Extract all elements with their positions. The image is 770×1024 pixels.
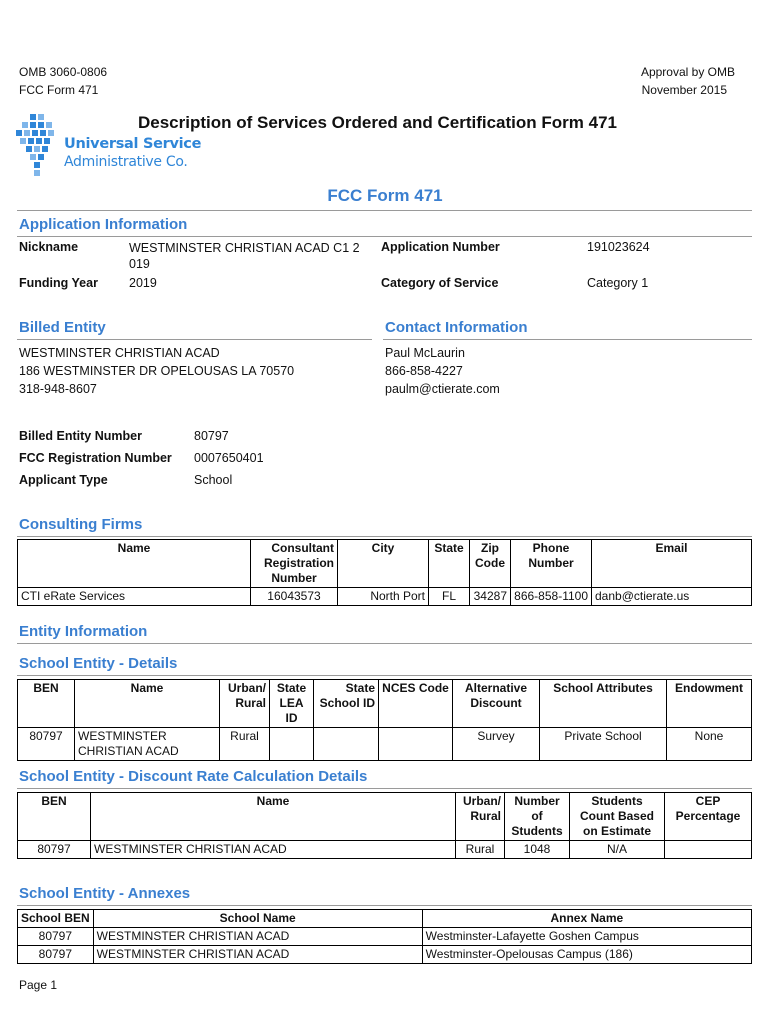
form-number: FCC Form 471 (19, 83, 99, 97)
col-school-attributes: School Attributes (540, 680, 667, 728)
divider (17, 905, 752, 906)
col-urban-rural: Urban/ Rural (220, 680, 270, 728)
annex-name: Westminster-Lafayette Goshen Campus (422, 928, 751, 946)
discount-students: 1048 (505, 841, 570, 859)
col-ben: BEN (18, 680, 75, 728)
col-alt-discount: Alternative Discount (453, 680, 540, 728)
school-ben: 80797 (18, 728, 75, 761)
school-details-heading: School Entity - Details (19, 655, 178, 672)
table-row (18, 946, 752, 964)
col-zip: Zip Code (470, 540, 511, 588)
application-number-value: 191023624 (587, 240, 650, 254)
discount-ben: 80797 (18, 841, 91, 859)
nickname-label: Nickname (19, 240, 79, 254)
col-urban-rural: Urban/ Rural (456, 793, 505, 841)
table-header-row (18, 540, 752, 588)
divider (17, 675, 752, 676)
col-name: Name (18, 540, 251, 588)
consultant-name: CTI eRate Services (18, 588, 251, 606)
annex-school-name: WESTMINSTER CHRISTIAN ACAD (93, 946, 422, 964)
school-nces-code (379, 728, 453, 761)
table-header-row (18, 680, 752, 728)
table-row (18, 928, 752, 946)
annex-ben: 80797 (18, 946, 94, 964)
billed-entity-number-label: Billed Entity Number (19, 429, 142, 443)
consulting-firms-heading: Consulting Firms (19, 516, 143, 533)
divider (17, 788, 752, 789)
applicant-type-value: School (194, 473, 233, 487)
omb-number: OMB 3060-0806 (19, 65, 108, 79)
col-endowment: Endowment (667, 680, 752, 728)
contact-info: Paul McLaurin 866-858-4227 paulm@ctierate.com (385, 346, 500, 396)
divider (17, 236, 752, 237)
col-school-name: School Name (93, 910, 422, 928)
school-lea-id (270, 728, 314, 761)
col-name: Name (91, 793, 456, 841)
school-details-table (17, 679, 752, 761)
col-students: Number of Students (505, 793, 570, 841)
table-header-row (18, 910, 752, 928)
col-annex-name: Annex Name (422, 910, 751, 928)
category-label: Category of Service (381, 276, 499, 290)
annexes-table (17, 909, 752, 964)
consultant-city: North Port (338, 588, 429, 606)
consultant-state: FL (429, 588, 470, 606)
school-name: WESTMINSTER CHRISTIAN ACAD (75, 728, 220, 761)
consultant-phone: 866-858-1100 (511, 588, 592, 606)
col-state-lea-id: State LEA ID (270, 680, 314, 728)
col-school-ben: School BEN (18, 910, 94, 928)
annex-ben: 80797 (18, 928, 94, 946)
category-value: Category 1 (587, 276, 649, 290)
consultant-registration: 16043573 (251, 588, 338, 606)
entity-info-heading: Entity Information (19, 623, 148, 640)
discount-cep (665, 841, 752, 859)
fcc-registration-value: 0007650401 (194, 451, 264, 465)
annex-name: Westminster-Opelousas Campus (186) (422, 946, 751, 964)
fcc-registration-label: FCC Registration Number (19, 451, 172, 465)
col-phone: Phone Number (511, 540, 592, 588)
form-subtitle: FCC Form 471 (327, 186, 443, 205)
approval-date: November 2015 (641, 83, 727, 97)
col-name: Name (75, 680, 220, 728)
divider (17, 210, 752, 211)
application-number-label: Application Number (381, 240, 500, 254)
consulting-firms-table (17, 539, 752, 606)
contact-email: paulm@ctierate.com (385, 382, 500, 396)
funding-year-label: Funding Year (19, 276, 98, 290)
billed-entity-number-value: 80797 (194, 429, 229, 443)
col-count-estimate: Students Count Based on Estimate (570, 793, 665, 841)
approval-text: Approval by OMB (640, 65, 735, 79)
page-number: Page 1 (19, 978, 58, 992)
col-nces-code: NCES Code (379, 680, 453, 728)
divider (17, 643, 752, 644)
consultant-zip: 34287 (470, 588, 511, 606)
discount-name: WESTMINSTER CHRISTIAN ACAD (91, 841, 456, 859)
school-state-id (314, 728, 379, 761)
annexes-heading: School Entity - Annexes (19, 885, 191, 902)
annex-school-name: WESTMINSTER CHRISTIAN ACAD (93, 928, 422, 946)
consultant-email: danb@ctierate.us (592, 588, 752, 606)
billed-entity-address: WESTMINSTER CHRISTIAN ACAD 186 WESTMINSTER DR OPELOUSAS LA 70570 318-948-8607 (19, 346, 295, 396)
nickname-value: WESTMINSTER CHRISTIAN ACAD C1 2 019 (129, 241, 360, 271)
discount-urban-rural: Rural (456, 841, 505, 859)
discount-rate-table (17, 792, 752, 859)
table-row (18, 588, 752, 606)
table-header-row (18, 793, 752, 841)
col-state: State (429, 540, 470, 588)
discount-rate-heading: School Entity - Discount Rate Calculation Details (19, 768, 368, 785)
form-title: Description of Services Ordered and Certification Form 471 (138, 113, 617, 132)
col-registration: Consultant Registration Number (251, 540, 338, 588)
col-cep-percentage: CEP Percentage (665, 793, 752, 841)
applicant-type-label: Applicant Type (19, 473, 108, 487)
discount-count-estimate: N/A (570, 841, 665, 859)
divider (17, 339, 372, 340)
table-row (18, 841, 752, 859)
school-attributes: Private School (540, 728, 667, 761)
col-email: Email (592, 540, 752, 588)
col-state-school-id: State School ID (314, 680, 379, 728)
table-row (18, 728, 752, 761)
school-urban-rural: Rural (220, 728, 270, 761)
funding-year-value: 2019 (129, 276, 157, 290)
billed-entity-heading: Billed Entity (19, 319, 106, 336)
school-alt-discount: Survey (453, 728, 540, 761)
contact-info-heading: Contact Information (385, 319, 528, 336)
logo-line-2: Administrative Co. (64, 154, 188, 170)
divider (17, 536, 752, 537)
school-endowment: None (667, 728, 752, 761)
application-info-heading: Application Information (19, 216, 188, 233)
col-ben: BEN (18, 793, 91, 841)
divider (383, 339, 752, 340)
col-city: City (338, 540, 429, 588)
logo-line-1: Universal Service (64, 136, 202, 152)
